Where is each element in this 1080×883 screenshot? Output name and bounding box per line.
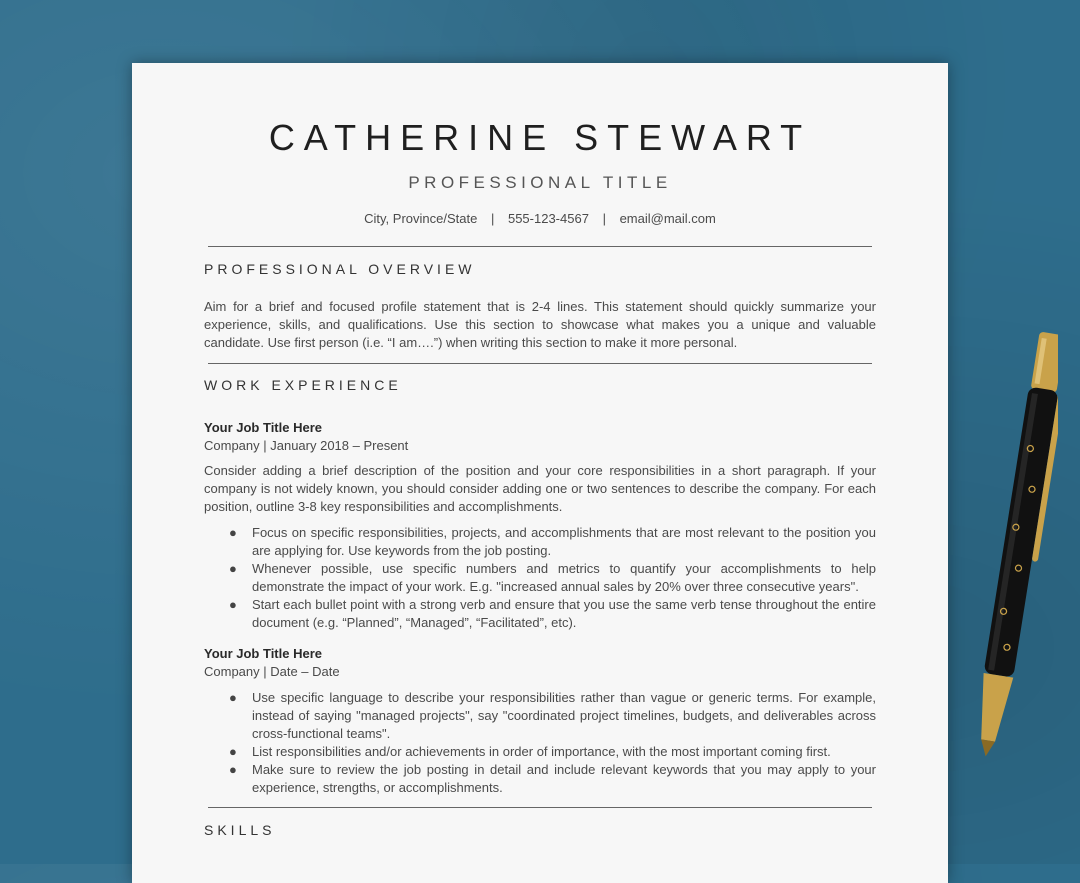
- bullet-text: List responsibilities and/or achievements in order of importance, with the most important coming first.: [252, 744, 831, 759]
- resume-name: CATHERINE STEWART: [268, 117, 812, 158]
- pen-icon: [968, 330, 1058, 760]
- bullet-icon: ●: [229, 561, 237, 576]
- list-item: [204, 596, 876, 632]
- job-title: Your Job Title Here: [204, 420, 322, 435]
- job-bullets: [204, 524, 876, 632]
- bullet-icon: ●: [229, 744, 237, 759]
- contact-line: [132, 211, 948, 226]
- bullet-icon: ●: [229, 597, 237, 612]
- contact-separator: |: [490, 211, 495, 226]
- contact-phone: 555-123-4567: [507, 211, 589, 226]
- list-item: [204, 689, 876, 743]
- list-item: [204, 761, 876, 797]
- contact-location: City, Province/State: [364, 211, 478, 226]
- list-item: [204, 524, 876, 560]
- professional-title: PROFESSIONAL TITLE: [408, 173, 672, 192]
- bullet-text: Make sure to review the job posting in detail and include relevant keywords that you may apply to your experience, strengths, or accomplishments.: [252, 762, 876, 795]
- bullet-icon: ●: [229, 762, 237, 777]
- divider: [208, 246, 872, 247]
- skills-heading: SKILLS: [204, 822, 276, 838]
- job-meta: Company | January 2018 – Present: [204, 438, 409, 453]
- contact-email: email@mail.com: [619, 211, 716, 226]
- job-bullets: [204, 689, 876, 797]
- overview-heading: PROFESSIONAL OVERVIEW: [204, 261, 476, 277]
- resume-page: [132, 63, 948, 883]
- bullet-icon: ●: [229, 525, 237, 540]
- bullet-icon: ●: [229, 690, 237, 705]
- bullet-text: Focus on specific responsibilities, projects, and accomplishments that are most relevant to the position you are applying for. Use keywords from the job posting.: [252, 525, 876, 558]
- work-heading: WORK EXPERIENCE: [204, 377, 402, 393]
- list-item: [204, 560, 876, 596]
- divider: [208, 363, 872, 364]
- bullet-text: Use specific language to describe your responsibilities rather than vague or generic terms. For example, instead of saying "managed projects", say "coordinated project timelines, budgets, and deliverables across cross-functional teams".: [252, 690, 876, 741]
- bullet-text: Start each bullet point with a strong verb and ensure that you use the same verb tense throughout the entire document (e.g. “Planned”, “Managed”, “Facilitated”, etc).: [252, 597, 876, 630]
- job-title: Your Job Title Here: [204, 646, 322, 661]
- job-description: Consider adding a brief description of the position and your core responsibilities in a short paragraph. If your company is not widely known, you should consider adding one or two sentences to describe the company. For each position, outline 3-8 key responsibilities and accomplishments.: [204, 463, 876, 514]
- job-meta: Company | Date – Date: [204, 664, 340, 679]
- contact-separator: |: [602, 211, 606, 226]
- overview-text: Aim for a brief and focused profile statement that is 2-4 lines. This statement should quickly summarize your experience, skills, and qualifications. Use this section to showcase what makes you a unique and valuable candidate. Use first person (i.e. “I am….”) when writing this section to make it more personal.: [204, 299, 876, 350]
- bullet-text: Whenever possible, use specific numbers and metrics to quantify your accomplishments to help demonstrate the impact of your work. E.g. "increased annual sales by 20% over three consecutive years".: [252, 561, 876, 594]
- list-item: [204, 743, 876, 761]
- divider: [208, 807, 872, 808]
